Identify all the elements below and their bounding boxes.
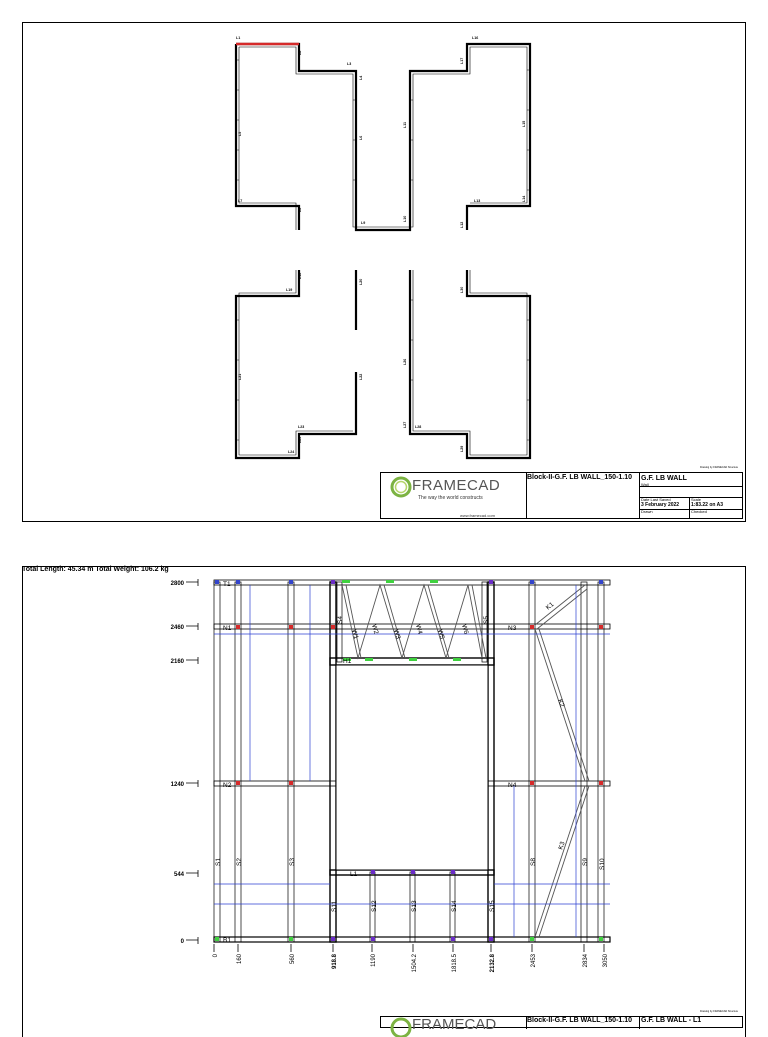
wall-label: L27 <box>403 421 407 428</box>
stud-label: S9 <box>582 858 589 866</box>
wall-label: L17 <box>460 57 464 64</box>
member-label: N4 <box>508 782 517 789</box>
stud-label: S15 <box>489 900 496 912</box>
member-label: W3 <box>392 628 402 640</box>
member-label: W1 <box>350 628 360 640</box>
stud-label: S2 <box>236 858 243 866</box>
drawn-label: Drawn <box>641 509 653 514</box>
wall-label: L30 <box>460 286 464 293</box>
wall-label: L12 <box>460 221 464 228</box>
wall-label: L4 <box>359 75 363 80</box>
member-label: W4 <box>414 623 424 635</box>
x-dimension: 1190 <box>371 954 377 967</box>
stud-label: S10 <box>599 858 606 870</box>
x-dimension: 918.8 <box>332 954 338 970</box>
drawing-name: Block-II-G.F. LB WALL_150-1.10 <box>527 474 633 481</box>
stud-label: S11 <box>331 900 338 912</box>
wall-label: L25 <box>298 436 302 443</box>
opening <box>336 665 488 870</box>
x-dimension: 2453 <box>531 954 537 968</box>
top-track <box>214 580 610 585</box>
x-dimension: 0 <box>213 954 219 958</box>
wall-label: L29 <box>460 445 464 452</box>
bottom-track <box>214 937 610 942</box>
wall-label: L11 <box>403 122 407 128</box>
y-dimension: 2160 <box>170 659 184 665</box>
scale-label: Scale <box>691 497 702 502</box>
wall-label: L8 <box>298 207 302 212</box>
stud-label: S13 <box>411 900 418 912</box>
stud-label: S14 <box>451 900 458 912</box>
wall-label: L23 <box>298 425 305 429</box>
member-label: K3 <box>557 840 567 851</box>
member-label: W6 <box>460 623 470 635</box>
x-dimension: 560 <box>290 954 296 965</box>
member-label: T1 <box>223 581 231 588</box>
checked-label: Checked <box>691 509 707 514</box>
wall-label: L22 <box>359 373 363 380</box>
wall-label: L18 <box>298 272 302 279</box>
drawing-name-2: Block-II-G.F. LB WALL_150-1.10 <box>527 1017 633 1024</box>
member-label: B1 <box>223 937 231 944</box>
wall-label: L14 <box>522 195 526 202</box>
wall-label: L1 <box>236 36 241 40</box>
wall-label: L7 <box>238 199 243 203</box>
x-dimension: 1504.2 <box>412 954 418 973</box>
stud-label: S12 <box>371 900 378 912</box>
member-label: W2 <box>370 623 380 635</box>
wall-label: L21 <box>238 373 242 380</box>
y-dimension: 0 <box>180 939 184 945</box>
member-label: N2 <box>223 782 232 789</box>
wall-label: L2 <box>298 50 302 55</box>
generator-note: Drawing by FRAMECAD Structure <box>700 466 739 469</box>
member-label: K2 <box>556 698 566 709</box>
brand-tagline: The way the world constructs <box>418 495 483 501</box>
member-label: H1 <box>343 658 352 665</box>
generator-note-2: Drawing by FRAMECAD Structure <box>700 1010 739 1013</box>
wall-label: L9 <box>361 221 366 225</box>
wall-label: L26 <box>403 358 407 365</box>
x-dimension: 160 <box>237 954 243 965</box>
wall-label: L3 <box>347 62 352 66</box>
y-dimension: 2460 <box>170 625 184 631</box>
wall-label: L19 <box>286 288 293 292</box>
wall-label: L13 <box>474 199 481 203</box>
total-length-weight: Total Length: 45.34 m Total Weight: 106.2 kg <box>22 566 169 573</box>
drawing-title-2: G.F. LB WALL - L1 <box>641 1017 702 1024</box>
y-dimension: 2800 <box>170 581 184 587</box>
brand-name-2 <box>412 1017 496 1024</box>
drawing-title: G.F. LB WALL <box>641 475 687 482</box>
scale-value: 1:83.22 on A3 <box>691 502 724 508</box>
x-dimension: 1818.5 <box>452 954 458 973</box>
wall-label: L16 <box>472 36 479 40</box>
member-label: W5 <box>436 628 446 640</box>
stud-label: S1 <box>215 858 222 866</box>
date-label: Date Last Saved <box>641 497 671 502</box>
brand-name: FRAMECAD <box>412 477 501 494</box>
wall-label: L15 <box>522 120 526 127</box>
wall-label: L5 <box>238 131 242 136</box>
member-label: N1 <box>223 625 232 632</box>
wall-label: L10 <box>403 215 407 222</box>
x-dimension: 2834 <box>583 954 589 968</box>
member-label: N3 <box>508 625 517 632</box>
date-value: 3 February 2022 <box>641 502 680 508</box>
wall-label: L24 <box>288 450 295 454</box>
stud-label: S8 <box>530 858 537 866</box>
y-dimension: 544 <box>173 872 184 878</box>
wall-label: L28 <box>415 425 422 429</box>
brand-website: www.framecad.com <box>460 513 495 518</box>
stud-label: S4 <box>337 616 344 624</box>
wall-label: L6 <box>359 135 363 140</box>
drawing-subtitle: Wall <box>641 482 649 487</box>
stud-label: S5 <box>483 616 490 624</box>
wall-label: L20 <box>359 278 363 285</box>
stud-label: S3 <box>289 858 296 866</box>
member-label: L1 <box>350 871 358 878</box>
member-label: K1 <box>544 601 556 612</box>
y-dimension: 1240 <box>170 782 184 788</box>
x-dimension: 3050 <box>603 954 609 968</box>
x-dimension: 2132.8 <box>490 954 496 973</box>
